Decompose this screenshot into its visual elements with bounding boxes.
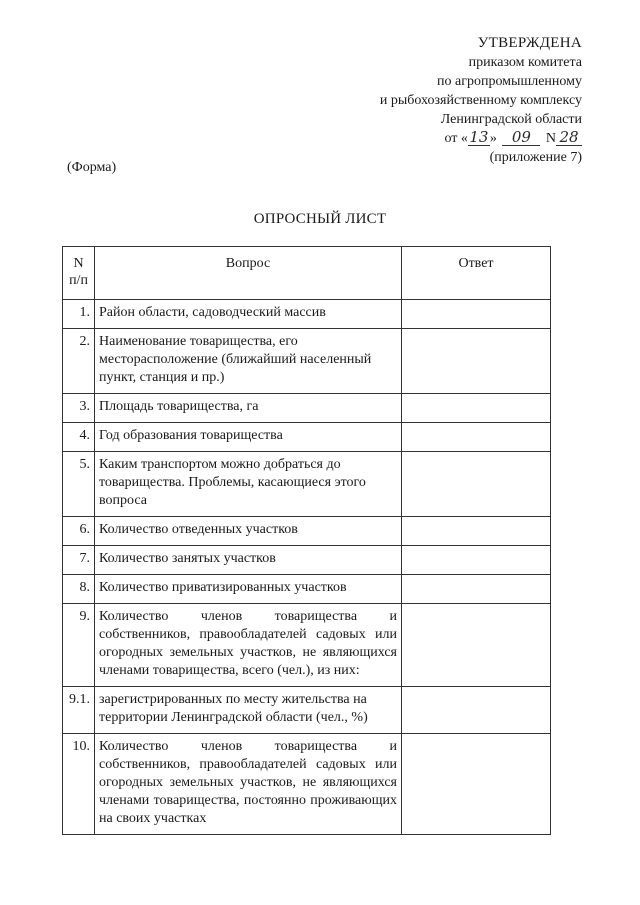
table-row: [63, 575, 551, 604]
approval-block: [380, 34, 582, 167]
table-row: [63, 394, 551, 423]
row-question: зарегистрированных по месту жительства на территории Ленинградской области (чел., %): [95, 687, 402, 734]
row-number: 8.: [63, 575, 95, 604]
row-answer-cell[interactable]: [402, 517, 551, 546]
row-question: Количество приватизированных участков: [95, 575, 402, 604]
row-answer-cell[interactable]: [402, 604, 551, 687]
row-number: 4.: [63, 423, 95, 452]
row-question: Наименование товарищества, его месторасположение (ближайший населенный пункт, станция и пр.): [95, 329, 402, 394]
row-number: 1.: [63, 300, 95, 329]
approval-line-4: Ленинградской области: [440, 112, 582, 127]
row-answer-cell[interactable]: [402, 575, 551, 604]
row-answer-cell[interactable]: [402, 300, 551, 329]
row-number: 6.: [63, 517, 95, 546]
table-row: [63, 300, 551, 329]
row-answer-cell[interactable]: [402, 687, 551, 734]
table-row: [63, 734, 551, 835]
row-question: Год образования товарищества: [95, 423, 402, 452]
row-question: Количество отведенных участков: [95, 517, 402, 546]
row-number: 5.: [63, 452, 95, 517]
form-label: (Форма): [67, 160, 117, 175]
table-row: [63, 687, 551, 734]
table-row: [63, 452, 551, 517]
survey-table: [62, 246, 551, 835]
header-question: Вопрос: [95, 247, 402, 300]
approval-heading: УТВЕРЖДЕНА: [477, 35, 582, 51]
date-prefix: от «: [444, 131, 468, 146]
row-answer-cell[interactable]: [402, 423, 551, 452]
row-number: 2.: [63, 329, 95, 394]
row-question: Количество членов товарищества и собственников, правообладателей садовых или огородных земельных участков, не являющихся членами товарищества, всего (чел.), из них:: [95, 604, 402, 687]
table-row: [63, 423, 551, 452]
row-question: Район области, садоводческий массив: [95, 300, 402, 329]
header-number: N п/п: [63, 247, 95, 300]
header-answer: Ответ: [402, 247, 551, 300]
row-answer-cell[interactable]: [402, 734, 551, 835]
row-question: Количество членов товарищества и собственников, правообладателей садовых или огородных земельных участков, не являющихся членами товарищества, постоянно проживающих на своих участках: [95, 734, 402, 835]
table-row: [63, 329, 551, 394]
row-answer-cell[interactable]: [402, 329, 551, 394]
number-prefix: N: [545, 131, 556, 146]
date-separator: »: [489, 131, 497, 146]
order-number-handwritten: 28: [556, 129, 582, 146]
appendix-label: (приложение 7): [489, 150, 582, 165]
table-row: [63, 604, 551, 687]
approval-line-2: по агропромышленному: [437, 74, 582, 89]
row-number: 10.: [63, 734, 95, 835]
row-answer-cell[interactable]: [402, 394, 551, 423]
row-question: Каким транспортом можно добраться до товарищества. Проблемы, касающиеся этого вопроса: [95, 452, 402, 517]
approval-line-3: и рыбохозяйственному комплексу: [379, 93, 582, 108]
date-day-handwritten: 13: [469, 128, 489, 146]
row-answer-cell[interactable]: [402, 452, 551, 517]
table-header-row: [63, 247, 551, 300]
row-answer-cell[interactable]: [402, 546, 551, 575]
row-number: 3.: [63, 394, 95, 423]
date-month-handwritten: 09: [502, 129, 540, 146]
approval-date-line: [380, 129, 582, 148]
table-row: [63, 546, 551, 575]
row-number: 7.: [63, 546, 95, 575]
row-question: Количество занятых участков: [95, 546, 402, 575]
document-title: ОПРОСНЫЙ ЛИСТ: [253, 211, 387, 227]
row-number: 9.: [63, 604, 95, 687]
table-row: [63, 517, 551, 546]
approval-line-1: приказом комитета: [468, 55, 582, 70]
row-number: 9.1.: [63, 687, 95, 734]
row-question: Площадь товарищества, га: [95, 394, 402, 423]
